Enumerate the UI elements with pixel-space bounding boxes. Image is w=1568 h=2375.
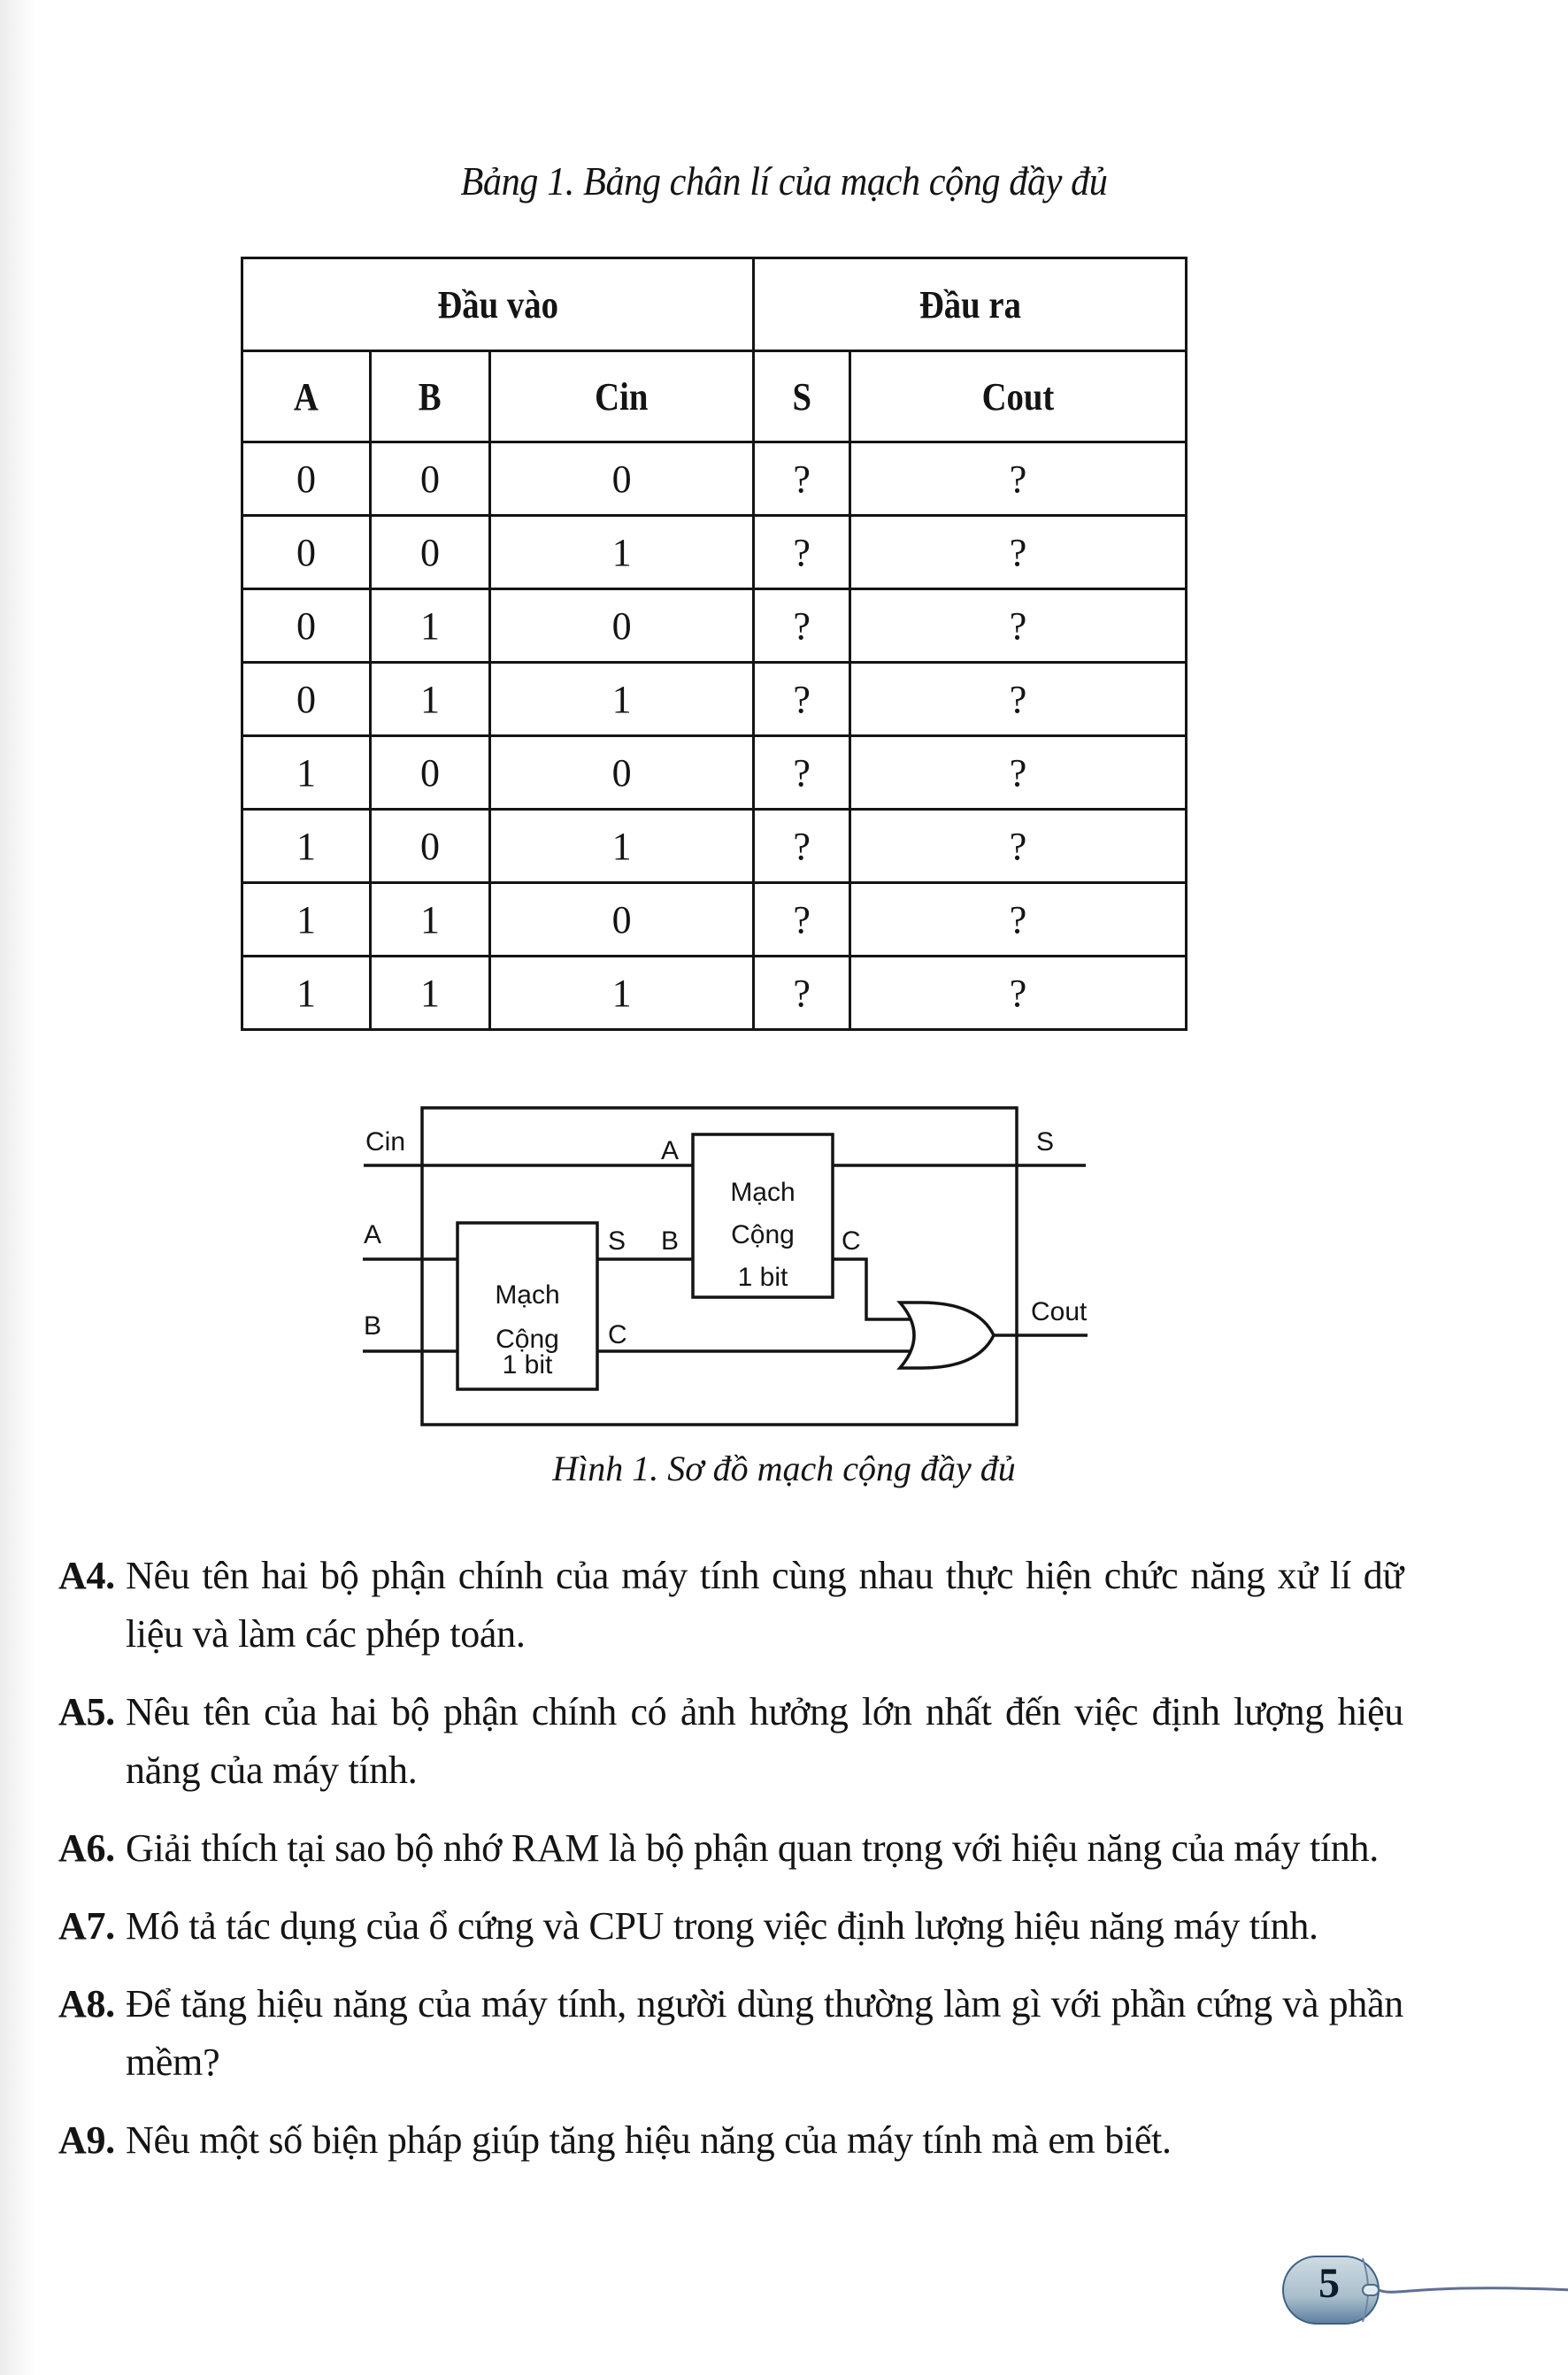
cell-a: 1 [242, 957, 371, 1030]
question-text: Nêu tên hai bộ phận chính của máy tính cùng nhau thực hiện chức năng xử lí dữ liệu và làm các phép toán. [126, 1554, 1403, 1656]
cell-b: 0 [371, 516, 490, 589]
cell-s: ? [754, 589, 850, 663]
cell-cout: ? [850, 589, 1187, 663]
truth-table-column-header-row [242, 351, 1187, 442]
table-row [242, 883, 1187, 957]
question-label: A6. [58, 1826, 115, 1870]
group-header-inputs: Đầu vào [242, 258, 754, 351]
column-header-cout: Cout [850, 351, 1187, 442]
adder2-port-a: A [661, 1136, 680, 1165]
question-a4 [58, 1547, 1403, 1664]
label-output-s: S [1036, 1127, 1055, 1157]
adder1-label-line2: Cộng [496, 1325, 559, 1354]
cell-cin: 1 [490, 516, 754, 589]
truth-table [241, 257, 1188, 1031]
cell-cout: ? [850, 663, 1187, 736]
question-a8 [58, 1975, 1403, 2092]
table-row [242, 736, 1187, 810]
cell-b: 1 [371, 883, 490, 957]
table-row [242, 516, 1187, 589]
question-label: A7. [58, 1904, 115, 1948]
cell-s: ? [754, 736, 850, 810]
cell-cout: ? [850, 883, 1187, 957]
cell-cout: ? [850, 516, 1187, 589]
cell-b: 0 [371, 736, 490, 810]
adder2-label-line2: Cộng [731, 1220, 795, 1249]
question-text: Nêu tên của hai bộ phận chính có ảnh hưởng lớn nhất đến việc định lượng hiệu năng của máy tính. [126, 1690, 1403, 1792]
question-a7 [58, 1897, 1403, 1956]
table-row [242, 810, 1187, 883]
cell-s: ? [754, 810, 850, 883]
cell-a: 0 [242, 663, 371, 736]
cell-cin: 0 [490, 736, 754, 810]
cell-b: 1 [371, 589, 490, 663]
cell-b: 0 [371, 810, 490, 883]
full-adder-circuit-diagram [350, 1097, 1111, 1433]
cell-cin: 0 [490, 883, 754, 957]
cell-cout: ? [850, 736, 1187, 810]
cell-cout: ? [850, 442, 1187, 516]
adder2-label-line3: 1 bit [737, 1263, 788, 1292]
adder2-port-b: B [661, 1226, 680, 1256]
column-header-a: A [242, 351, 371, 442]
cell-cin: 1 [490, 810, 754, 883]
adder1-port-s: S [608, 1226, 626, 1256]
cell-cin: 1 [490, 663, 754, 736]
column-header-cin: Cin [490, 351, 754, 442]
label-output-cout: Cout [1031, 1297, 1088, 1326]
cell-s: ? [754, 663, 850, 736]
figure-caption: Hình 1. Sơ đồ mạch cộng đầy đủ [552, 1449, 1016, 1488]
table-row [242, 957, 1187, 1030]
question-a5 [58, 1683, 1403, 1800]
cell-a: 0 [242, 516, 371, 589]
cell-cin: 0 [490, 442, 754, 516]
table-row [242, 442, 1187, 516]
cell-s: ? [754, 442, 850, 516]
label-input-a: A [364, 1220, 382, 1249]
cell-a: 1 [242, 810, 371, 883]
adder1-label-line3: 1 bit [502, 1350, 553, 1380]
question-label: A9. [58, 2118, 115, 2162]
cell-s: ? [754, 957, 850, 1030]
table-caption: Bảng 1. Bảng chân lí của mạch cộng đầy đủ [460, 158, 1108, 204]
label-input-cin: Cin [365, 1127, 406, 1157]
cell-a: 1 [242, 883, 371, 957]
adder2-label-line1: Mạch [730, 1178, 796, 1207]
question-a6 [58, 1819, 1403, 1878]
question-text: Mô tả tác dụng của ổ cứng và CPU trong việc định lượng hiệu năng máy tính. [126, 1904, 1318, 1948]
cell-a: 1 [242, 736, 371, 810]
page-edge-shadow [0, 0, 35, 2375]
group-header-outputs: Đầu ra [754, 258, 1187, 351]
table-row [242, 663, 1187, 736]
question-text: Để tăng hiệu năng của máy tính, người dùng thường làm gì với phần cứng và phần mềm? [126, 1982, 1403, 2084]
cell-b: 1 [371, 957, 490, 1030]
column-header-s: S [754, 351, 850, 442]
adder1-port-c: C [608, 1320, 627, 1349]
adder1-label-line1: Mạch [495, 1280, 560, 1310]
cell-cin: 1 [490, 957, 754, 1030]
truth-table-group-header-row [242, 258, 1187, 351]
cell-a: 0 [242, 442, 371, 516]
cell-s: ? [754, 516, 850, 589]
cell-b: 0 [371, 442, 490, 516]
question-label: A4. [58, 1554, 115, 1597]
question-a9 [58, 2111, 1403, 2170]
cell-s: ? [754, 883, 850, 957]
cell-b: 1 [371, 663, 490, 736]
table-row [242, 589, 1187, 663]
cell-cout: ? [850, 957, 1187, 1030]
cell-cout: ? [850, 810, 1187, 883]
question-text: Nêu một số biện pháp giúp tăng hiệu năng của máy tính mà em biết. [126, 2118, 1172, 2162]
adder2-port-c: C [842, 1226, 861, 1256]
or-gate-icon [900, 1303, 994, 1368]
question-label: A5. [58, 1690, 115, 1733]
question-text: Giải thích tại sao bộ nhớ RAM là bộ phận quan trọng với hiệu năng của máy tính. [126, 1826, 1379, 1870]
page-number: 5 [1318, 2260, 1340, 2307]
cell-cin: 0 [490, 589, 754, 663]
label-input-b: B [364, 1311, 382, 1341]
column-header-b: B [371, 351, 490, 442]
cell-a: 0 [242, 589, 371, 663]
question-list [58, 1547, 1403, 2189]
question-label: A8. [58, 1982, 115, 2025]
